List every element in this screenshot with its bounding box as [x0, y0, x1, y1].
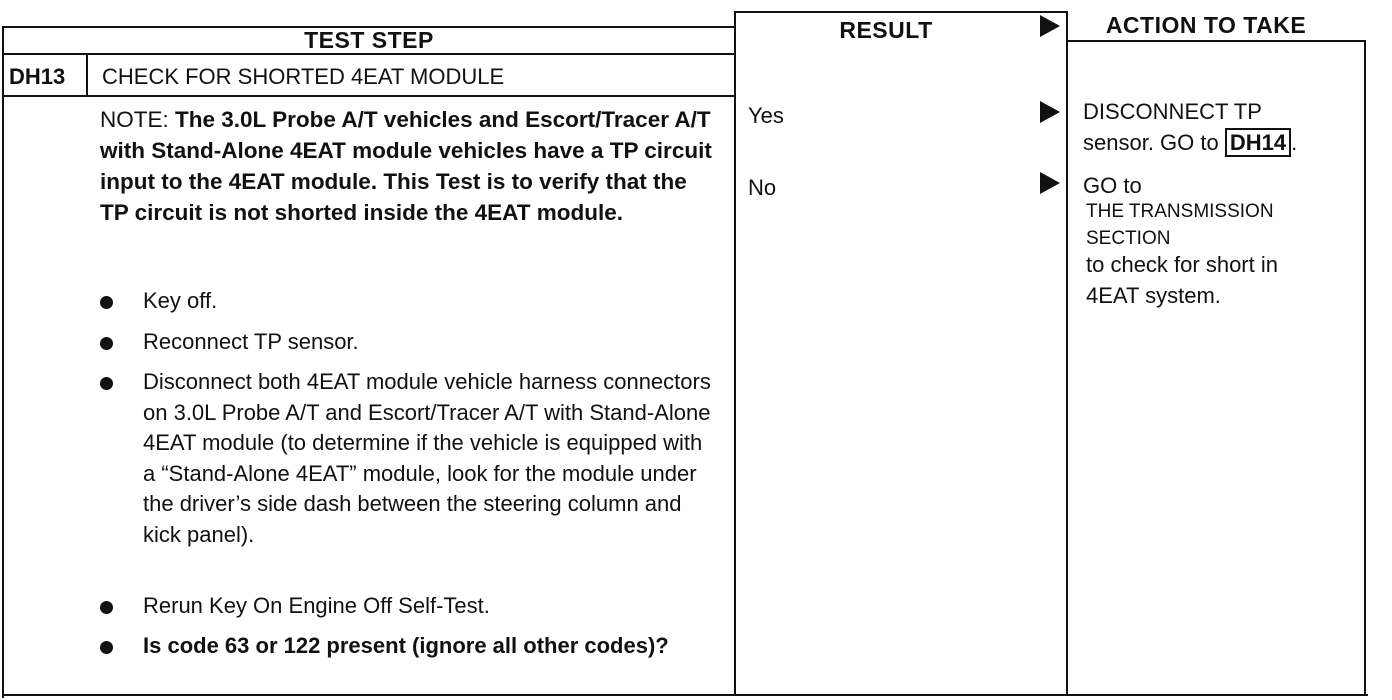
bullet-text: Rerun Key On Engine Off Self-Test.: [143, 593, 490, 618]
list-item: [100, 327, 720, 358]
list-item: [100, 286, 720, 317]
note-body: The 3.0L Probe A/T vehicles and Escort/Tracer A/T with Stand-Alone 4EAT module vehicles have a TP circuit input to the 4EAT module. This Test is to verify that the TP circuit is not shorted inside the 4EAT module.: [100, 107, 712, 225]
col-divider-1: [734, 11, 736, 696]
action-no-section-ref1: THE TRANSMISSION: [1086, 201, 1274, 222]
result-yes-arrow-icon: [1040, 101, 1060, 123]
header-action: ACTION TO TAKE: [1105, 12, 1307, 38]
bullet-icon: [100, 601, 113, 614]
action-no-line1: GO to: [1083, 173, 1142, 198]
table-bottom-border: [2, 694, 1368, 696]
header-test-step: TEST STEP: [304, 27, 434, 53]
step-ref-dh14[interactable]: DH14: [1225, 128, 1291, 157]
action-no-line3: to check for short in: [1086, 252, 1278, 277]
action-no-section-ref2: SECTION: [1086, 228, 1171, 249]
list-item: [100, 631, 720, 662]
result-yes: Yes: [748, 103, 784, 128]
col-divider-2: [1066, 11, 1068, 696]
step-id: DH13: [9, 64, 66, 89]
note-lead: NOTE:: [100, 107, 176, 132]
table-right-border: [1364, 40, 1366, 696]
result-no-arrow-icon: [1040, 172, 1060, 194]
header-arrow-icon: [1040, 15, 1060, 37]
bullet-text: Key off.: [143, 288, 218, 313]
bullet-text: Is code 63 or 122 present (ignore all other codes)?: [143, 633, 669, 658]
step-id-box-right: [86, 53, 88, 97]
table-left-border: [2, 26, 4, 698]
bullet-icon: [100, 641, 113, 654]
bullet-text: Reconnect TP sensor.: [143, 329, 359, 354]
bullet-icon: [100, 337, 113, 350]
step-title: CHECK FOR SHORTED 4EAT MODULE: [102, 64, 505, 89]
bullet-text: Disconnect both 4EAT module vehicle harness connectors on 3.0L Probe A/T and Escort/Tracer A/T with Stand-Alone 4EAT module (to determine if the vehicle is equipped with a “Stand-Alone 4EAT” module, look for the module under the driver’s side dash between the steering column and kick panel).: [143, 369, 711, 547]
action-yes-line1: DISCONNECT TP: [1083, 99, 1262, 124]
action-yes-text: sensor. GO to: [1083, 130, 1225, 155]
result-no: No: [748, 175, 777, 200]
step-note: [100, 104, 720, 228]
bullet-icon: [100, 296, 113, 309]
header-result: RESULT: [839, 17, 933, 43]
header-top-border-mid: [734, 11, 1068, 13]
step-title-bottom: [2, 95, 736, 97]
header-top-border-right: [1066, 40, 1366, 42]
action-yes-period: .: [1291, 130, 1298, 155]
list-item: [100, 591, 720, 622]
bullet-icon: [100, 377, 113, 390]
action-no-line4: 4EAT system.: [1086, 283, 1221, 308]
action-yes-line2: [1083, 128, 1297, 158]
list-item: [100, 367, 720, 550]
